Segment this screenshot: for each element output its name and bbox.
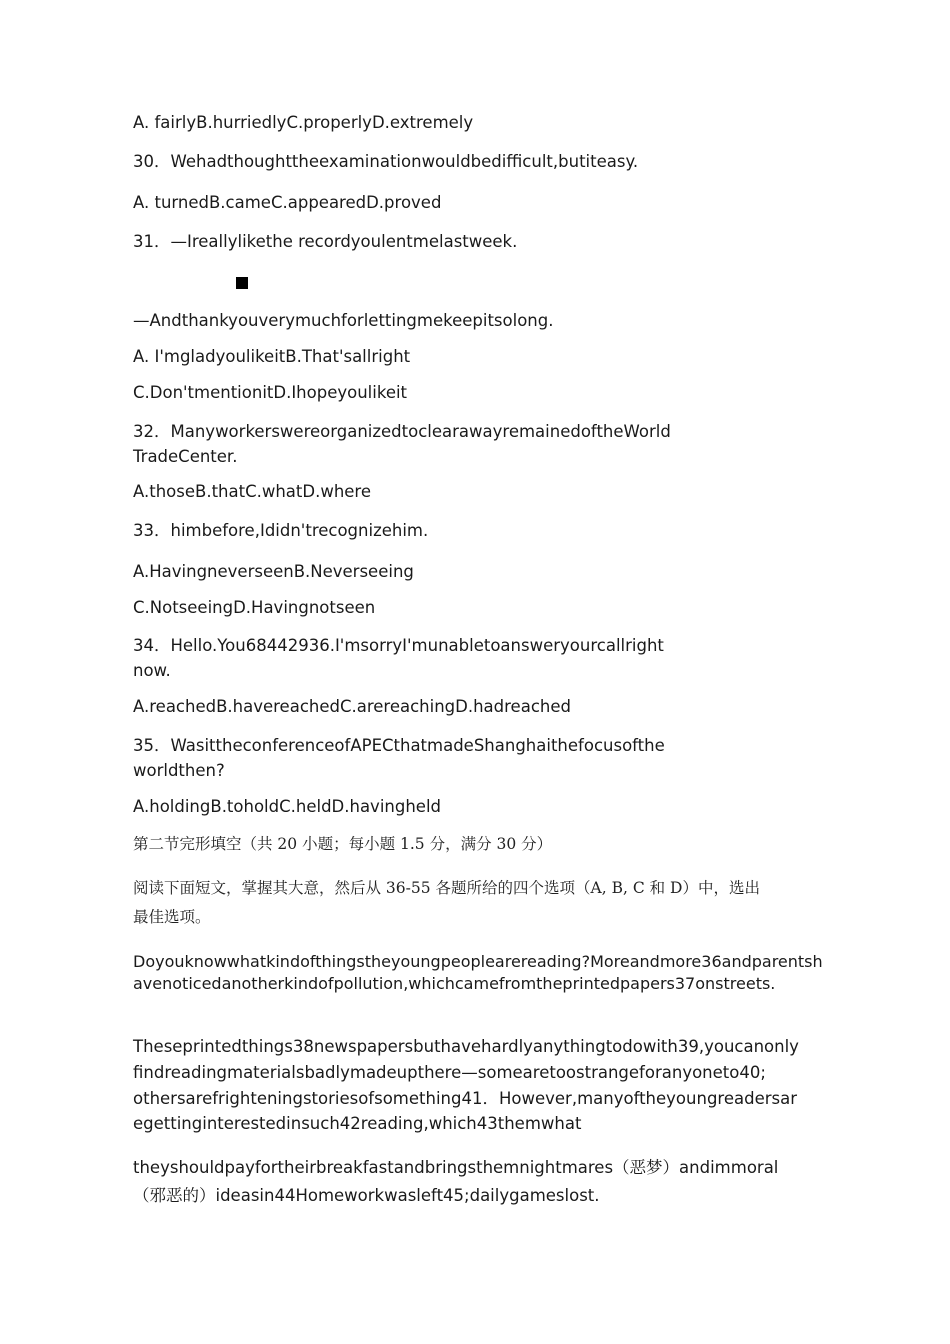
question-31-response: —Andthankyouverymuchforlettingmekeepitsolong. — [133, 311, 554, 330]
option-line-29: A. fairlyB.hurriedlyC.properlyD.extremely — [133, 113, 474, 132]
section-heading: 第二节完形填空（共 20 小题；每小题 1.5 分，满分 30 分） — [133, 835, 553, 853]
question-35: 35．WasittheconferenceofAPECthatmadeShanghaithefocusofthe — [133, 736, 665, 755]
question-34-cont: now. — [133, 661, 171, 680]
option-line-33-ab: A.HavingneverseenB.Neverseeing — [133, 562, 414, 581]
instructions-line-1: 阅读下面短文，掌握其大意，然后从 36-55 各题所给的四个选项（A, B, C 和 D）中，选出 — [133, 879, 760, 897]
black-square-icon — [236, 277, 248, 289]
passage-paragraph-2-line-1: Theseprintedthings38newspapersbuthavehardlyanythingtodowith39,youcanonly — [133, 1037, 799, 1056]
question-32-cont: TradeCenter. — [133, 447, 238, 466]
passage-paragraph-1: Doyouknowwhatkindofthingstheyoungpeoplearereading?Moreandmore36andparentshavenoticedanotherkindofpollution,whichcamefromtheprintedpapers37onstreets. — [133, 952, 823, 993]
question-34: 34．Hello.You68442936.I'msorryI'munabletoansweryourcallright — [133, 636, 664, 655]
question-32: 32．ManyworkerswereorganizedtoclearawayremainedoftheWorld — [133, 422, 671, 441]
question-31: 31．—Ireallylikethe recordyoulentmelastweek. — [133, 232, 518, 251]
option-line-33-cd: C.NotseeingD.Havingnotseen — [133, 598, 376, 617]
option-line-30: A. turnedB.cameC.appearedD.proved — [133, 193, 442, 212]
option-line-32: A.thoseB.thatC.whatD.where — [133, 482, 372, 501]
option-line-35: A.holdingB.toholdC.heldD.havingheld — [133, 797, 442, 816]
passage-paragraph-3-line-1: theyshouldpayfortheirbreakfastandbringsthemnightmares（恶梦）andimmoral — [133, 1158, 779, 1177]
option-line-34: A.reachedB.havereachedC.arereachingD.hadreached — [133, 697, 571, 716]
passage-paragraph-2-line-3: othersarefrighteningstoriesofsomething41．However,manyoftheyoungreadersar — [133, 1089, 797, 1108]
passage-paragraph-3-line-2: （邪恶的）ideasin44Homeworkwasleft45;dailygameslost. — [133, 1186, 600, 1205]
question-30: 30．Wehadthoughttheexaminationwouldbedifficult,butiteasy. — [133, 152, 639, 171]
question-33: 33．himbefore,Ididn'trecognizehim. — [133, 521, 429, 540]
option-line-31-cd: C.Don'tmentionitD.Ihopeyoulikeit — [133, 383, 408, 402]
passage-paragraph-2-line-4: egettinginterestedinsuch42reading,which43themwhat — [133, 1114, 582, 1133]
passage-paragraph-2-line-2: findreadingmaterialsbadlymadeupthere—somearetoostrangeforanyoneto40; — [133, 1063, 766, 1082]
option-line-31-ab: A. I'mgladyoulikeitB.That'sallright — [133, 347, 411, 366]
instructions-line-2: 最佳选项。 — [133, 908, 211, 926]
question-35-cont: worldthen? — [133, 761, 225, 780]
